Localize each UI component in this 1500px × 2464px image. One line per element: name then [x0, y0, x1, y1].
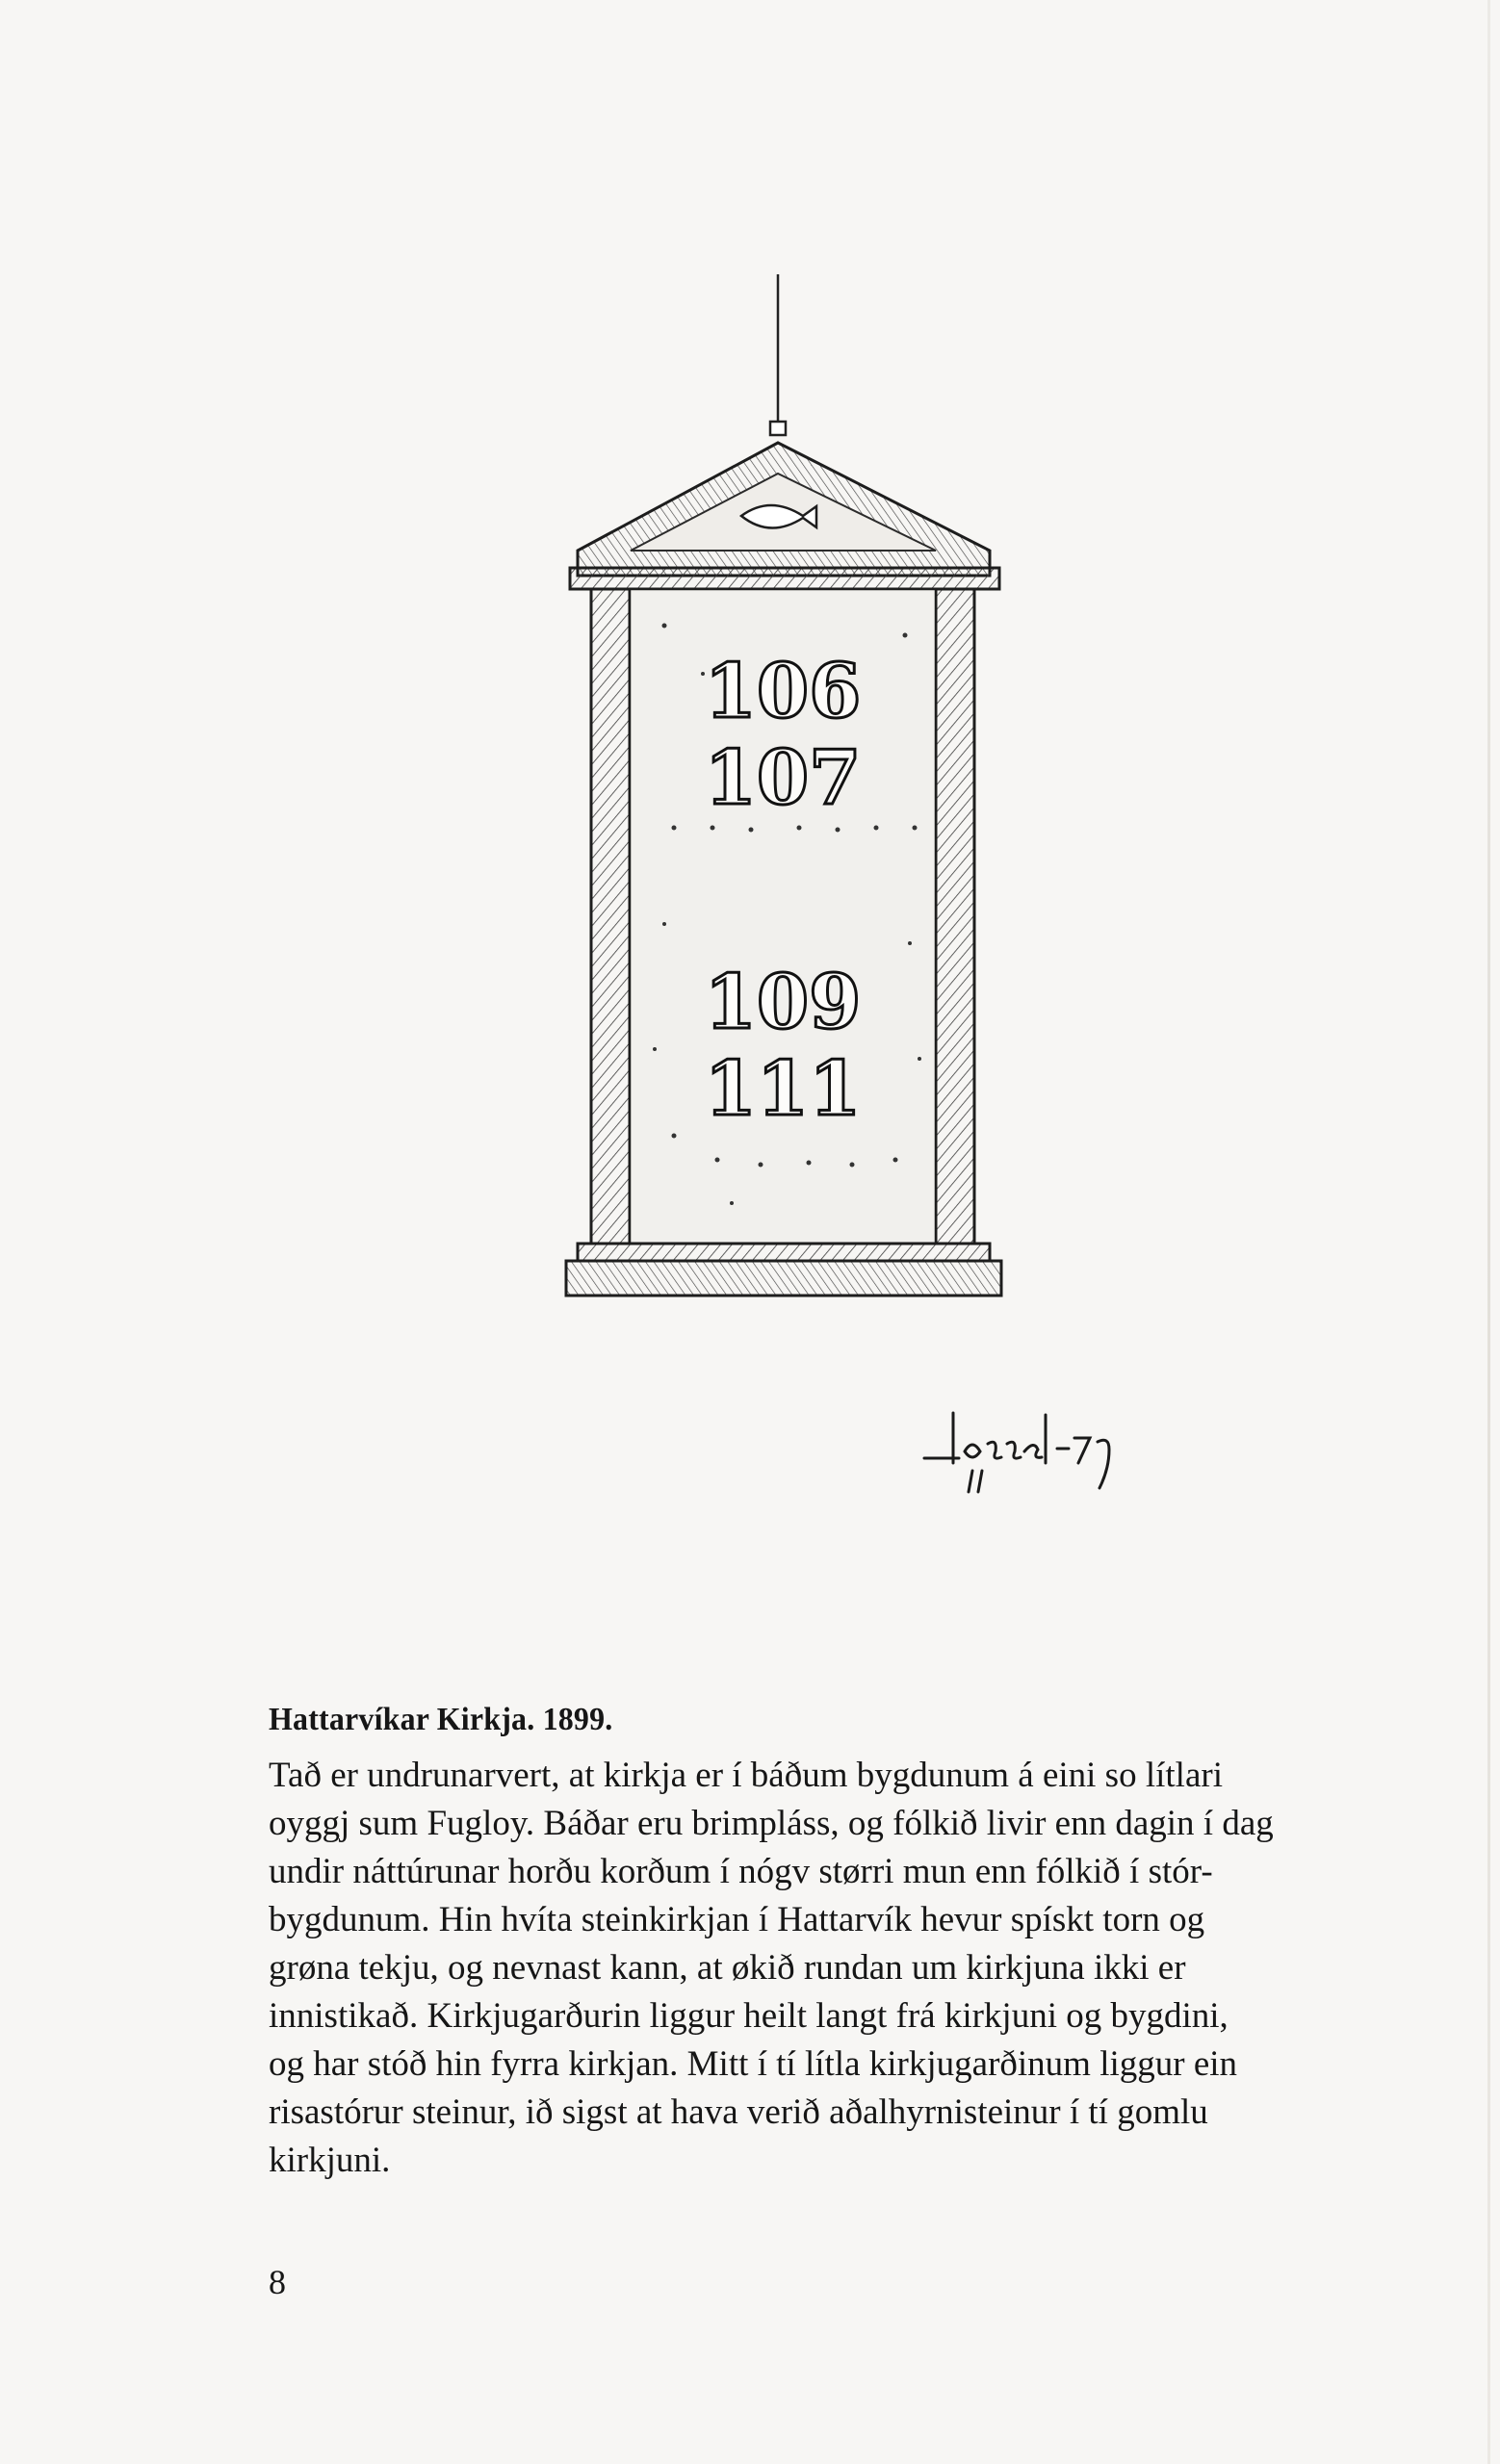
caption-line: oyggj sum Fugloy. Báðar eru brimpláss, og fólkið livir enn dagin í dag: [269, 1804, 1274, 1843]
hymn-number-1: 106: [704, 648, 862, 735]
roof-ledge: [570, 568, 999, 589]
board-left-post: [591, 589, 630, 1244]
spire-base: [770, 422, 786, 435]
caption-line: bygdunum. Hin hvíta steinkirkjan í Hattarvík hevur spískt torn og: [269, 1900, 1205, 1939]
caption-line: undir náttúrunar horðu korðum í nógv størri mun enn fólkið í stór-: [269, 1852, 1213, 1891]
board-base-upper: [578, 1244, 990, 1261]
caption-line: innistikað. Kirkjugarðurin liggur heilt langt frá kirkjuni og bygdini,: [269, 1996, 1228, 2036]
artist-signature: [924, 1413, 1109, 1492]
caption-title: Hattarvíkar Kirkja. 1899.: [269, 1702, 613, 1737]
board-right-post: [936, 589, 974, 1244]
caption-line: risastórur steinur, ið sigst at hava verið aðalhyrnisteinur í tí gomlu: [269, 2092, 1208, 2132]
board-base-lower: [566, 1261, 1001, 1296]
caption-line: kirkjuni.: [269, 2141, 391, 2180]
hymn-number-4: 111: [704, 1045, 862, 1133]
hymn-number-2: 107: [704, 734, 862, 822]
caption-block: [269, 1702, 1318, 2185]
caption-line: Tað er undrunarvert, at kirkja er í báðum bygdunum á eini so lítlari: [269, 1756, 1223, 1795]
hymn-number-3: 109: [704, 959, 862, 1046]
caption-line: grøna tekju, og nevnast kann, at økið rundan um kirkjuna ikki er: [269, 1948, 1186, 1988]
caption-line: og har stóð hin fyrra kirkjan. Mitt í tí lítla kirkjugarðinum liggur ein: [269, 2044, 1238, 2084]
page-number: 8: [269, 2263, 286, 2301]
